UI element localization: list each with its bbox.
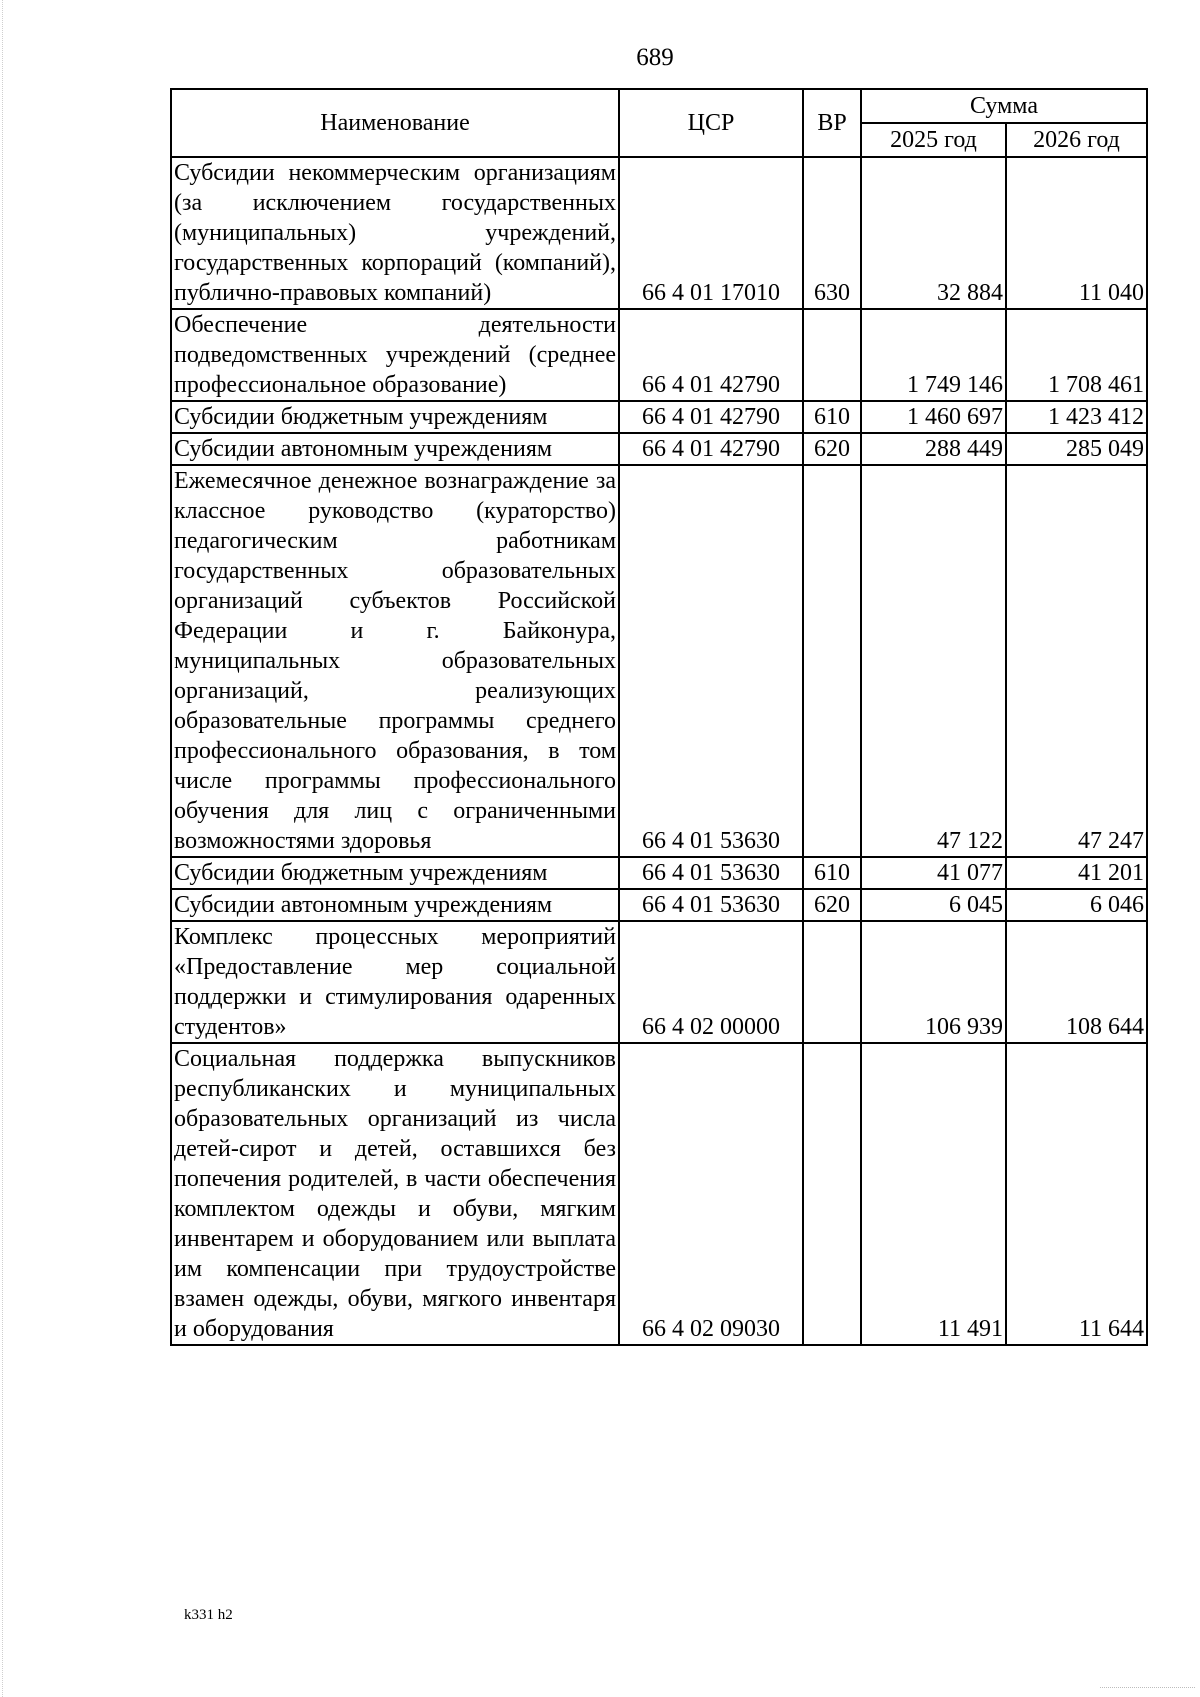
row-sum-2026: 285 049 [1006, 433, 1147, 465]
header-sum: Сумма [861, 89, 1147, 123]
table-row [171, 857, 1147, 889]
table-header [171, 89, 1147, 157]
table-row [171, 889, 1147, 921]
row-csr: 66 4 02 09030 [619, 1043, 803, 1345]
budget-table [170, 88, 1148, 1346]
row-sum-2025: 1 460 697 [861, 401, 1006, 433]
row-csr: 66 4 01 42790 [619, 309, 803, 401]
row-csr: 66 4 01 53630 [619, 889, 803, 921]
row-sum-2025: 1 749 146 [861, 309, 1006, 401]
row-sum-2026: 108 644 [1006, 921, 1147, 1043]
row-sum-2025: 41 077 [861, 857, 1006, 889]
row-vr [803, 921, 861, 1043]
table-row [171, 465, 1147, 857]
row-name: Ежемесячное денежное вознаграждение за классное руководство (кураторство) педагогическим работникам государственных образовательных организаций субъектов Российской Федерации и г. Байконура, муниципальных образовательных организаций, реализующих образовательные программы среднего профессионального образования, в том числе программы профессионального обучения для лиц с ограниченными возможностями здоровья [171, 465, 619, 857]
row-sum-2026: 1 708 461 [1006, 309, 1147, 401]
row-name: Обеспечение деятельности подведомственных учреждений (среднее профессиональное образование) [171, 309, 619, 401]
row-sum-2025: 32 884 [861, 157, 1006, 309]
row-sum-2025: 47 122 [861, 465, 1006, 857]
row-sum-2026: 11 644 [1006, 1043, 1147, 1345]
row-csr: 66 4 01 42790 [619, 401, 803, 433]
table-row [171, 157, 1147, 309]
row-name: Комплекс процессных мероприятий «Предоставление мер социальной поддержки и стимулирования одаренных студентов» [171, 921, 619, 1043]
row-csr: 66 4 01 42790 [619, 433, 803, 465]
row-vr [803, 1043, 861, 1345]
scan-bottom-mark [1100, 1687, 1195, 1688]
row-vr [803, 309, 861, 401]
row-vr: 610 [803, 857, 861, 889]
footer-code: k331 h2 [184, 1607, 233, 1623]
row-vr: 620 [803, 433, 861, 465]
row-vr: 610 [803, 401, 861, 433]
row-sum-2026: 47 247 [1006, 465, 1147, 857]
header-vr: ВР [803, 89, 861, 157]
row-csr: 66 4 01 53630 [619, 857, 803, 889]
row-name: Субсидии бюджетным учреждениям [171, 401, 619, 433]
table-row [171, 401, 1147, 433]
table-row [171, 309, 1147, 401]
table-row [171, 1043, 1147, 1345]
table-body [171, 157, 1147, 1345]
row-sum-2025: 11 491 [861, 1043, 1006, 1345]
row-csr: 66 4 01 53630 [619, 465, 803, 857]
page-number: 689 [636, 44, 674, 71]
header-year-2025: 2025 год [861, 123, 1006, 157]
row-vr: 630 [803, 157, 861, 309]
row-sum-2026: 41 201 [1006, 857, 1147, 889]
header-year-2026: 2026 год [1006, 123, 1147, 157]
row-name: Субсидии бюджетным учреждениям [171, 857, 619, 889]
header-name: Наименование [171, 89, 619, 157]
header-csr: ЦСР [619, 89, 803, 157]
table-row [171, 921, 1147, 1043]
row-sum-2025: 6 045 [861, 889, 1006, 921]
row-vr [803, 465, 861, 857]
row-name: Субсидии автономным учреждениям [171, 889, 619, 921]
row-sum-2026: 1 423 412 [1006, 401, 1147, 433]
row-csr: 66 4 02 00000 [619, 921, 803, 1043]
row-csr: 66 4 01 17010 [619, 157, 803, 309]
row-name: Субсидии автономным учреждениям [171, 433, 619, 465]
row-name: Субсидии некоммерческим организациям (за исключением государственных (муниципальных) учреждений, государственных корпораций (компаний), публично-правовых компаний) [171, 157, 619, 309]
scan-edge-marks [2, 0, 9, 1697]
row-sum-2026: 6 046 [1006, 889, 1147, 921]
row-sum-2025: 288 449 [861, 433, 1006, 465]
row-name: Социальная поддержка выпускников республиканских и муниципальных образовательных организаций из числа детей-сирот и детей, оставшихся без попечения родителей, в части обеспечения комплектом одежды и обуви, мягким инвентарем и оборудованием или выплата им компенсации при трудоустройстве взамен одежды, обуви, мягкого инвентаря и оборудования [171, 1043, 619, 1345]
row-sum-2025: 106 939 [861, 921, 1006, 1043]
table-row [171, 433, 1147, 465]
row-sum-2026: 11 040 [1006, 157, 1147, 309]
row-vr: 620 [803, 889, 861, 921]
